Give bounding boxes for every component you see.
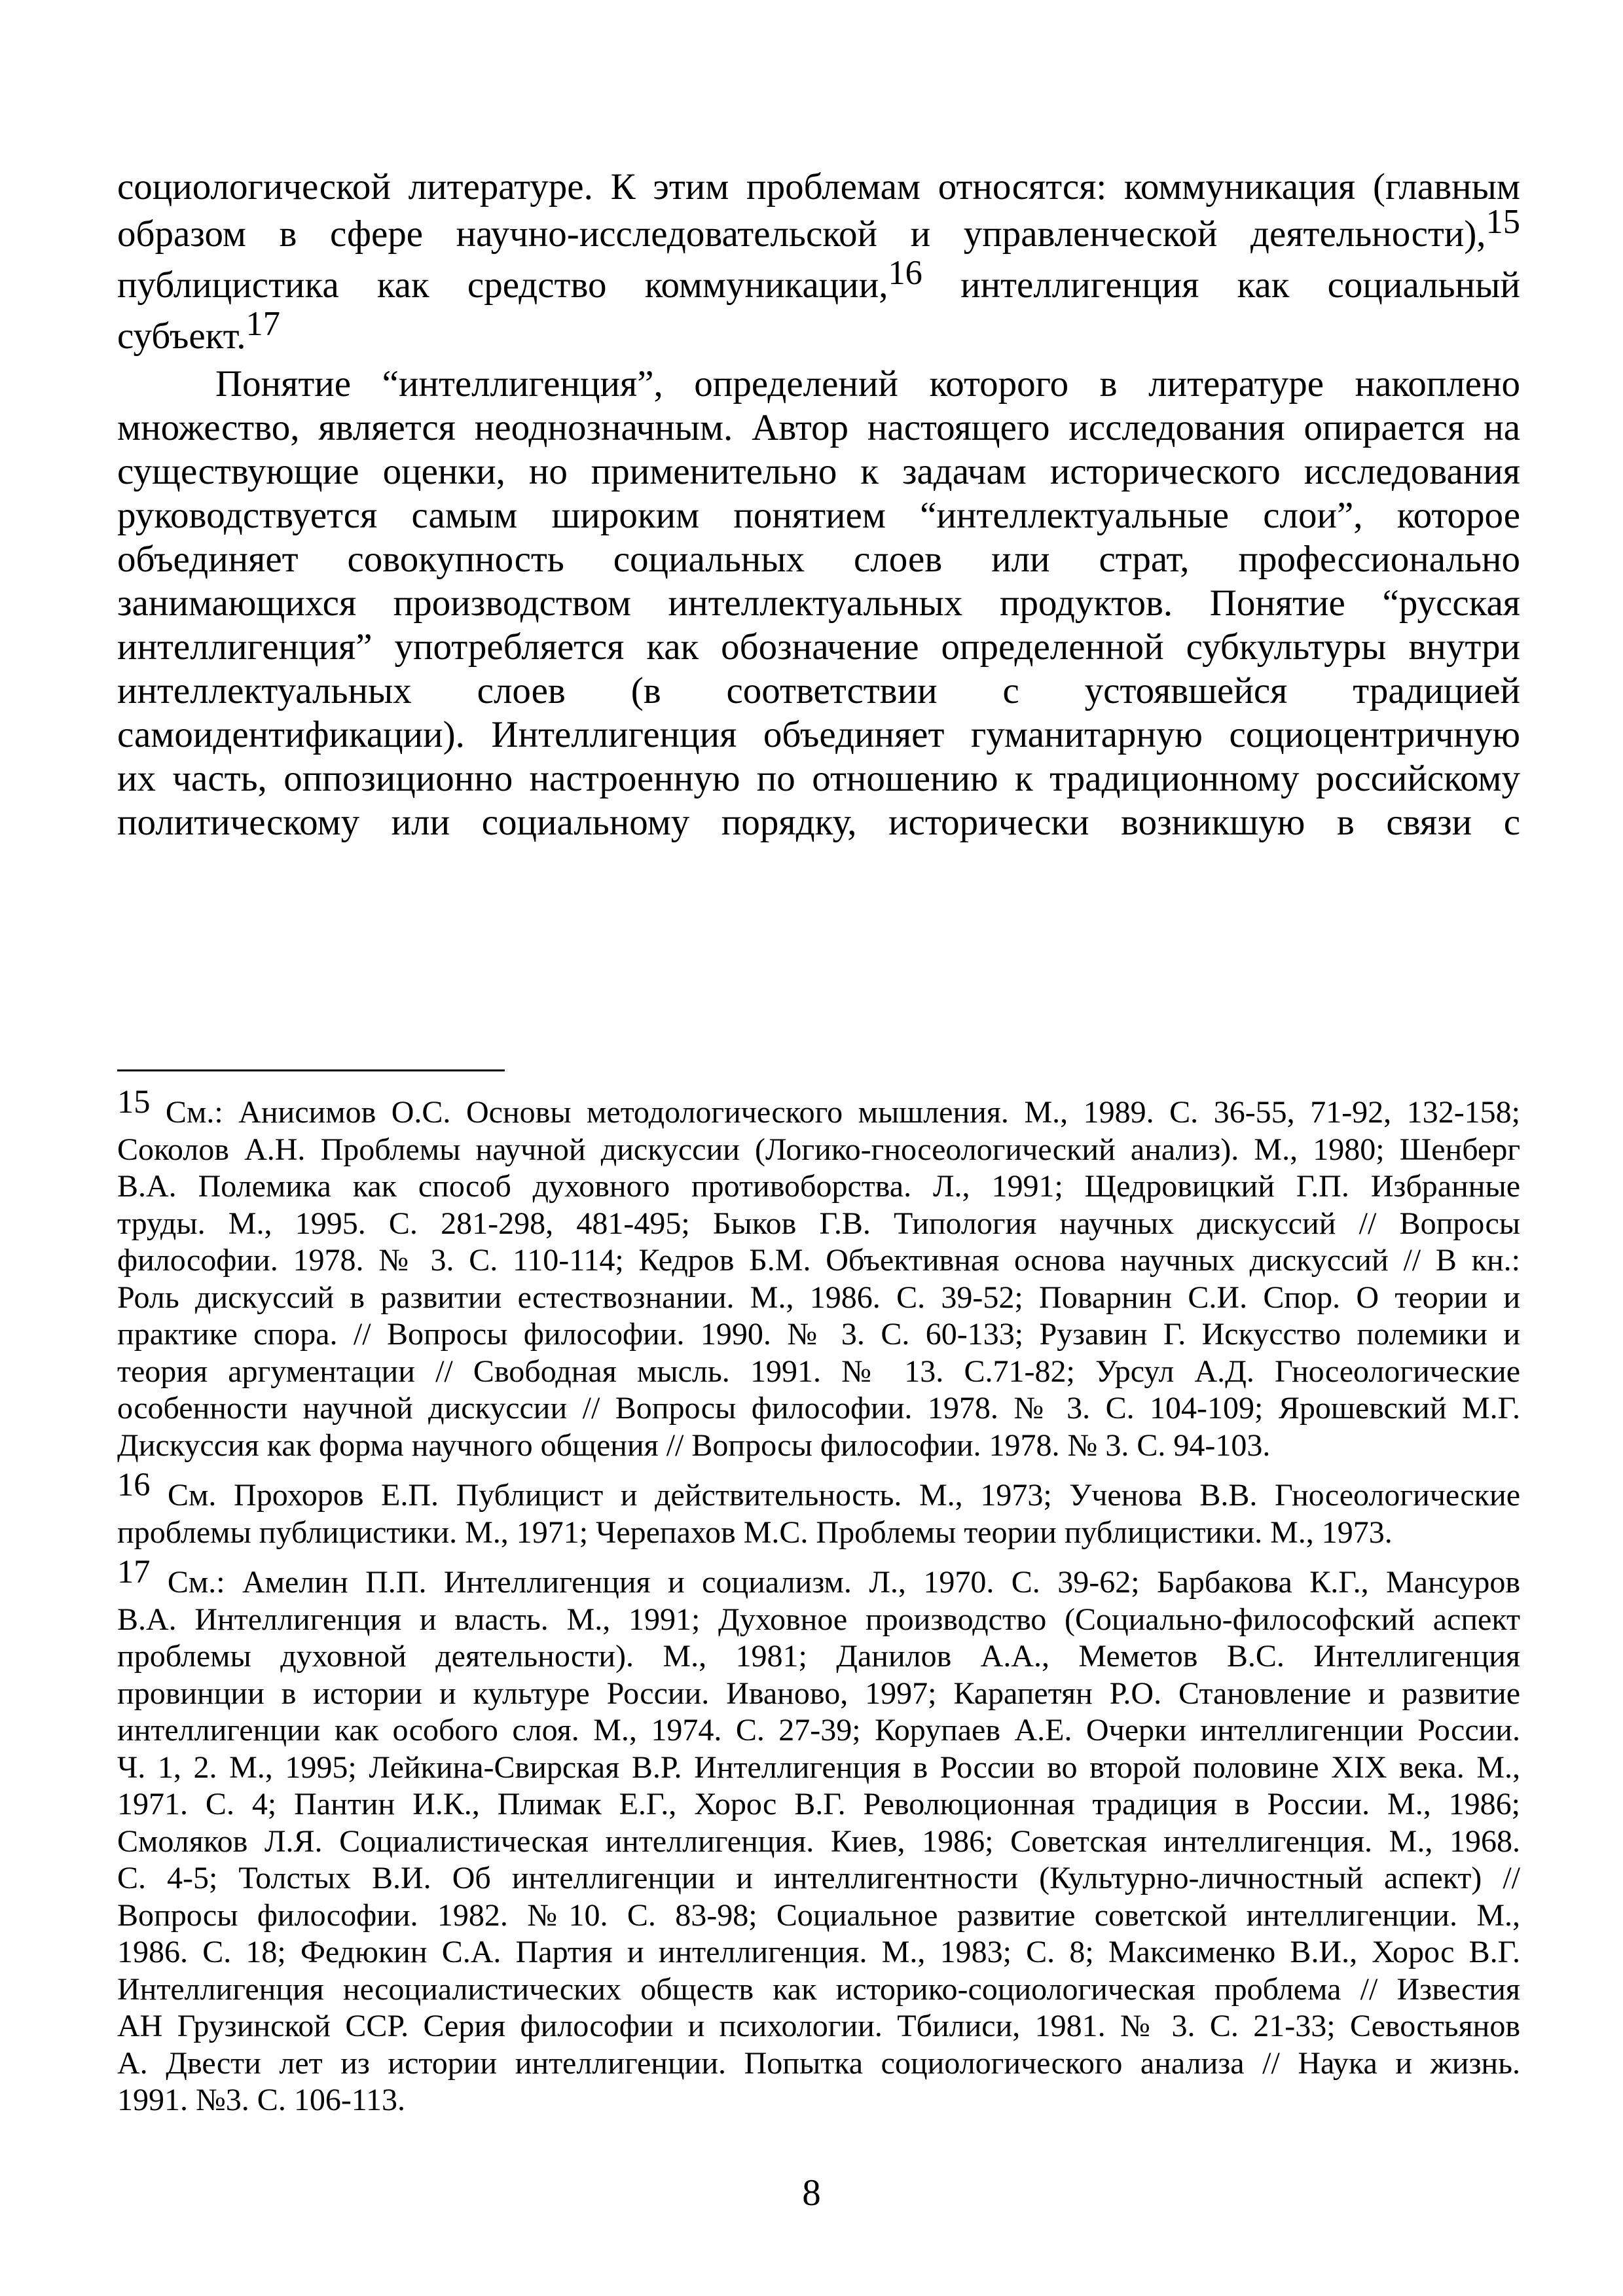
text-segment: существующие оценки, но применительно к задачам исторического исследования bbox=[117, 451, 1520, 492]
text-segment: самоидентификации). Интеллигенция объединяет гуманитарную социоцентричную bbox=[117, 714, 1520, 755]
footnotes bbox=[117, 1083, 1521, 2132]
text-line bbox=[117, 581, 1520, 625]
footnote-text: интеллигенции как особого слоя. М., 1974. С. 27-39; Корупаев А.Е. Очерки интеллигенции России. bbox=[117, 1713, 1520, 1748]
footnote-line bbox=[117, 1168, 1520, 1206]
footnote-text: труды. М., 1995. С. 281-298, 481-495; Быков Г.В. Типология научных дискуссий // Вопросы bbox=[117, 1206, 1520, 1241]
footnote-text: Интеллигенция несоциалистических обществ как историко-социологическая проблема // Известия bbox=[117, 1971, 1520, 2007]
footnote-text: См.: Анисимов О.С. Основы методологического мышления. М., 1989. С. 36-55, 71-92, 132-158; bbox=[165, 1095, 1521, 1130]
footnote-text: А. Двести лет из истории интеллигенции. Попытка социологического анализа // Наука и жизнь. bbox=[117, 2045, 1520, 2081]
footnote-line bbox=[117, 1712, 1520, 1749]
footnote-text: Роль дискуссий в развитии естествознании. М., 1986. С. 39-52; Поварнин С.И. Спор. О теории и bbox=[117, 1280, 1520, 1315]
footnote-text: Соколов А.Н. Проблемы научной дискуссии (Логико-гносеологический анализ). М., 1980; Шенберг bbox=[117, 1132, 1520, 1167]
footnote-line bbox=[117, 1515, 1520, 1552]
footnote-text: практике спора. // Вопросы философии. 1990. № 3. С. 60-133; Рузавин Г. Искусство полемики и bbox=[117, 1317, 1520, 1352]
footnote-text: 1986. С. 18; Федюкин С.А. Партия и интеллигенция. М., 1983; С. 8; Максименко В.И., Хорос В.Г. bbox=[117, 1935, 1520, 1969]
text-line bbox=[117, 800, 1520, 844]
footnote-text: В.А. Полемика как способ духовного противоборства. Л., 1991; Щедровицкий Г.П. Избранные bbox=[117, 1169, 1520, 1204]
text-line bbox=[117, 203, 1520, 260]
text-line bbox=[117, 165, 1520, 209]
page-number: 8 bbox=[802, 2172, 821, 2214]
footnote-text: Дискуссия как форма научного общения // Вопросы философии. 1978. № 3. С. 94-103. bbox=[117, 1427, 1271, 1463]
footnote-15 bbox=[117, 1083, 1521, 1464]
text-line bbox=[117, 625, 1520, 669]
footnote-text: 1991. №3. С. 106-113. bbox=[117, 2083, 406, 2117]
footnote-text: АН Грузинской ССР. Серия философии и психологии. Тбилиси, 1981. № 3. С. 21-33; Севостьянов bbox=[117, 2009, 1520, 2043]
footnote-line bbox=[117, 2082, 1520, 2119]
footnote-line bbox=[117, 2008, 1520, 2045]
text-line bbox=[117, 537, 1520, 581]
text-segment: политическому или социальному порядку, исторически возникшую в связи с bbox=[117, 802, 1520, 843]
footnote-text: провинции в истории и культуре России. Иваново, 1997; Карапетян Р.О. Становление и развитие bbox=[117, 1676, 1520, 1711]
footnote-text: 1971. С. 4; Пантин И.К., Плимак Е.Г., Хорос В.Г. Революционная традиция в России. М., 1986; bbox=[117, 1787, 1520, 1821]
body-text bbox=[117, 165, 1520, 844]
footnote-17 bbox=[117, 1552, 1521, 2119]
footnote-line bbox=[117, 1132, 1520, 1169]
footnote-text: особенности научной дискуссии // Вопросы философии. 1978. № 3. С. 104-109; Ярошевский М.Г. bbox=[117, 1391, 1520, 1426]
footnote-text: Ч. 1, 2. М., 1995; Лейкина-Свирская В.Р. Интеллигенция в России во второй половине XIX века. М., bbox=[117, 1749, 1520, 1785]
footnote-line bbox=[117, 1971, 1520, 2009]
footnote-line bbox=[117, 1316, 1520, 1354]
footnote-line bbox=[117, 1934, 1520, 1971]
text-segment: множество, является неоднозначным. Автор настоящего исследования опирается на bbox=[117, 407, 1520, 448]
footnote-line bbox=[117, 1465, 1520, 1515]
footnote-line bbox=[117, 1242, 1520, 1280]
footnote-text: проблемы публицистики. М., 1971; Черепахов М.С. Проблемы теории публицистики. М., 1973. bbox=[117, 1515, 1393, 1550]
text-line bbox=[117, 362, 1520, 406]
text-line bbox=[117, 254, 1520, 311]
footnote-text: С. 4-5; Толстых В.И. Об интеллигенции и интеллигентности (Культурно-личностный аспект) // bbox=[117, 1861, 1520, 1895]
footnote-line bbox=[117, 2045, 1520, 2083]
footnote-line bbox=[117, 1786, 1520, 1823]
footnote-number: 16 bbox=[117, 1465, 151, 1503]
footnote-text: Смоляков Л.Я. Социалистическая интеллигенция. Киев, 1986; Советская интеллигенция. М., 1968. bbox=[117, 1823, 1520, 1859]
footnote-line bbox=[117, 1427, 1520, 1465]
footnote-line bbox=[117, 1860, 1520, 1897]
paragraph bbox=[117, 362, 1520, 844]
footnote-reference: 15 bbox=[1486, 203, 1520, 242]
footnote-line bbox=[117, 1749, 1520, 1787]
footnote-text: философии. 1978. № 3. С. 110-114; Кедров Б.М. Объективная основа научных дискуссий // В кн.: bbox=[117, 1243, 1520, 1278]
text-segment: интеллигенция как социальный bbox=[922, 264, 1520, 306]
footnote-number: 15 bbox=[117, 1083, 151, 1120]
footnote-line bbox=[117, 1897, 1520, 1935]
footnote-reference: 17 bbox=[246, 305, 280, 344]
footnote-line bbox=[117, 1354, 1520, 1391]
footnote-text: См.: Амелин П.П. Интеллигенция и социализм. Л., 1970. С. 39-62; Барбакова К.Г., Мансуров bbox=[167, 1565, 1521, 1600]
footnote-line bbox=[117, 1638, 1520, 1676]
text-segment: публицистика как средство коммуникации, bbox=[117, 264, 888, 306]
text-line bbox=[117, 305, 1520, 362]
footnote-reference: 16 bbox=[888, 254, 922, 293]
text-line bbox=[117, 757, 1520, 800]
text-segment: субъект. bbox=[117, 315, 246, 357]
footnote-line bbox=[117, 1083, 1521, 1132]
footnote-text: проблемы духовной деятельности). М., 1981; Данилов А.А., Меметов В.С. Интеллигенция bbox=[117, 1639, 1520, 1674]
text-segment: руководствуется самым широким понятием “интеллектуальные слои”, которое bbox=[117, 495, 1520, 536]
text-segment: их часть, оппозиционно настроенную по отношению к традиционному российскому bbox=[117, 758, 1520, 799]
footnote-line bbox=[117, 1280, 1520, 1317]
text-segment: интеллектуальных слоев (в соответствии с устоявшейся традицией bbox=[117, 670, 1520, 711]
footnote-number: 17 bbox=[117, 1552, 151, 1590]
footnote-text: Вопросы философии. 1982. №10. С. 83-98; Социальное развитие советской интеллигенции. М., bbox=[117, 1897, 1520, 1933]
text-segment: Понятие “интеллигенция”, определений которого в литературе накоплено bbox=[215, 363, 1520, 404]
footnote-line bbox=[117, 1390, 1520, 1427]
paragraph bbox=[117, 165, 1520, 362]
text-line bbox=[117, 669, 1520, 713]
text-line bbox=[117, 493, 1520, 537]
text-line bbox=[117, 713, 1520, 757]
text-segment: образом в сфере научно-исследовательской и управленческой деятельности), bbox=[117, 213, 1486, 255]
text-segment: социологической литературе. К этим проблемам относятся: коммуникация (главным bbox=[117, 166, 1520, 207]
footnote-line bbox=[117, 1602, 1520, 1639]
footnote-line bbox=[117, 1552, 1521, 1602]
text-segment: занимающихся производством интеллектуальных продуктов. Понятие “русская bbox=[117, 583, 1520, 624]
footnote-16 bbox=[117, 1465, 1520, 1551]
footnote-text: В.А. Интеллигенция и власть. М., 1991; Духовное производство (Социально-философский аспект bbox=[117, 1602, 1520, 1637]
text-segment: объединяет совокупность социальных слоев или страт, профессионально bbox=[117, 539, 1520, 580]
text-line bbox=[117, 406, 1520, 450]
footnote-separator bbox=[117, 1069, 505, 1071]
footnote-text: См. Прохоров Е.П. Публицист и действительность. М., 1973; Ученова В.В. Гносеологические bbox=[168, 1478, 1520, 1513]
text-segment: интеллигенция” употребляется как обозначение определенной субкультуры внутри bbox=[117, 626, 1520, 668]
footnote-text: теория аргументации // Свободная мысль. 1991. № 13. С.71-82; Урсул А.Д. Гносеологические bbox=[117, 1354, 1520, 1389]
footnote-line bbox=[117, 1676, 1520, 1713]
footnote-line bbox=[117, 1823, 1520, 1861]
footnote-line bbox=[117, 1206, 1520, 1243]
text-line bbox=[117, 450, 1520, 493]
